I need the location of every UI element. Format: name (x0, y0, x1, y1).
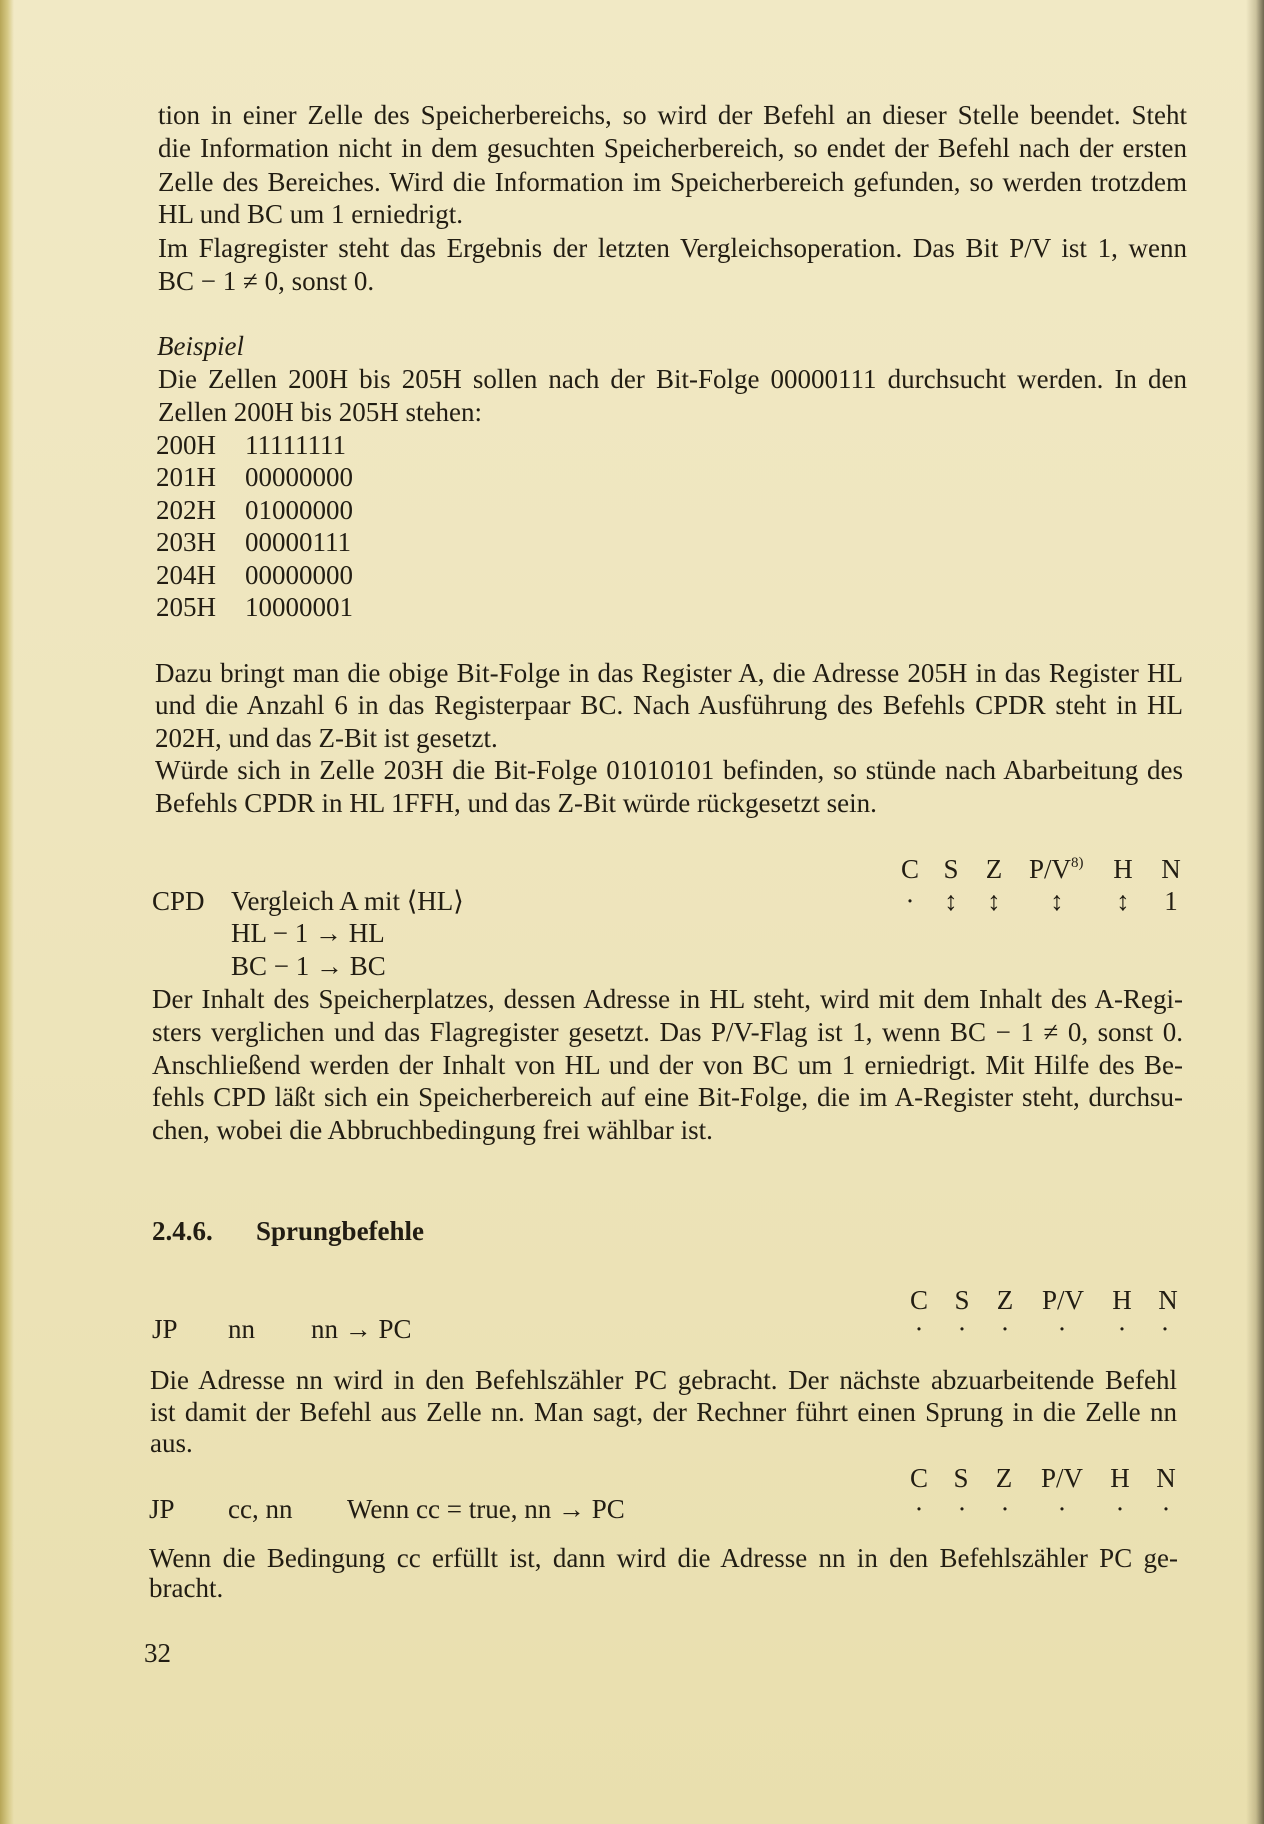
flag-value-h: ↕ (1116, 886, 1130, 916)
flag-header-c: C (909, 1463, 928, 1493)
text-line: Dazu bringt man die obige Bit-Folge in das Register A, die Adresse 205H in das Register HL (155, 658, 1183, 688)
text-line: Anschließend werden der Inhalt von HL und der von BC um 1 erniedrigt. Mit Hilfe des Be- (152, 1050, 1183, 1080)
flag-value-c: · (905, 886, 915, 916)
text-line: Zelle des Bereiches. Wird die Information im Speicherbereich gefunden, so werden trotzdem (158, 167, 1187, 197)
memory-value: 00000000 (245, 560, 353, 590)
memory-value: 11111111 (245, 430, 346, 460)
flag-header-pv: P/V (1041, 1285, 1085, 1315)
memory-value: 00000000 (245, 462, 353, 492)
section-title: Sprungbefehle (256, 1216, 425, 1246)
text-line: Die Adresse nn wird in den Befehlszähler PC gebracht. Der nächste abzuarbeitende Befehl (150, 1365, 1177, 1395)
flag-header-c: C (900, 854, 919, 884)
flag-value-z: · (1000, 1494, 1010, 1524)
flag-header-pv: P/V (1040, 1463, 1084, 1493)
flag-header-s: S (943, 854, 959, 884)
text-line: Im Flagregister steht das Ergebnis der letzten Vergleichsoperation. Das Bit P/V ist 1, wenn (158, 233, 1187, 263)
text-line: Wenn die Bedingung cc erfüllt ist, dann wird die Adresse nn in den Befehlszähler PC ge- (149, 1543, 1178, 1573)
text-line: Würde sich in Zelle 203H die Bit-Folge 01010101 befinden, so stünde nach Abarbeitung des (155, 755, 1183, 785)
instruction-step: BC − 1 → BC (231, 951, 386, 981)
flag-value-s: · (957, 1314, 967, 1344)
flag-header-n: N (1161, 854, 1181, 884)
flag-header-z: Z (985, 854, 1003, 884)
text-line: Zellen 200H bis 205H stehen: (158, 397, 482, 427)
flag-value-s: · (957, 1494, 967, 1524)
section-number: 2.4.6. (152, 1216, 213, 1246)
flag-value-n: 1 (1164, 886, 1178, 916)
text-line: HL und BC um 1 erniedrigt. (158, 199, 463, 229)
page-edge-shadow (1246, 0, 1264, 1824)
flag-value-c: · (914, 1494, 924, 1524)
flag-header-h: H (1113, 854, 1133, 884)
memory-address: 200H (156, 430, 216, 460)
text-line: Befehls CPDR in HL 1FFH, und das Z-Bit würde rückgesetzt sein. (155, 788, 877, 818)
text-line: Der Inhalt des Speicherplatzes, dessen Adresse in HL steht, wird mit dem Inhalt des A-Regi- (152, 984, 1183, 1014)
flag-header-pv (1029, 853, 1084, 885)
flag-value-n: · (1161, 1494, 1171, 1524)
text-line: und die Anzahl 6 in das Registerpaar BC. Nach Ausführung des Befehls CPDR steht in HL (155, 690, 1183, 720)
text-line: Die Zellen 200H bis 205H sollen nach der Bit-Folge 00000111 durchsucht werden. In den (158, 364, 1187, 394)
flag-value-pv: · (1057, 1494, 1067, 1524)
text-line: die Information nicht in dem gesuchten Speicherbereich, so endet der Befehl nach der ersten (158, 133, 1187, 163)
flag-header-s: S (954, 1285, 970, 1315)
text-line: chen, wobei die Abbruchbedingung frei wählbar ist. (152, 1115, 713, 1145)
flag-value-pv: · (1057, 1314, 1067, 1344)
instruction-operation: Wenn cc = true, nn → PC (347, 1494, 625, 1524)
flag-value-n: · (1160, 1314, 1170, 1344)
memory-address: 205H (156, 592, 216, 622)
flag-value-h: · (1117, 1314, 1127, 1344)
instruction-operation: Vergleich A mit ⟨HL⟩ (231, 886, 464, 916)
flag-value-h: · (1115, 1494, 1125, 1524)
page-binding-edge (0, 0, 14, 1824)
instruction-mnemonic: CPD (152, 886, 205, 916)
flag-header-h: H (1110, 1463, 1130, 1493)
text-line: sters verglichen und das Flagregister gesetzt. Das P/V-Flag ist 1, wenn BC − 1 ≠ 0, sonst 0. (152, 1017, 1183, 1047)
flag-header-z: Z (995, 1463, 1013, 1493)
text-line: fehls CPD läßt sich ein Speicherbereich auf eine Bit-Folge, die im A-Register steht, durchsu- (152, 1082, 1183, 1112)
flag-value-pv: ↕ (1050, 886, 1064, 916)
memory-address: 202H (156, 495, 216, 525)
memory-value: 01000000 (245, 495, 353, 525)
flag-value-s: ↕ (944, 886, 958, 916)
instruction-mnemonic: JP (149, 1494, 175, 1524)
page-number: 32 (144, 1638, 171, 1668)
flag-value-z: · (1000, 1314, 1010, 1344)
instruction-operand: cc, nn (228, 1494, 293, 1524)
memory-value: 00000111 (245, 527, 351, 557)
flag-header-c: C (909, 1285, 928, 1315)
flag-header-pv-label: P/V (1029, 854, 1072, 884)
flag-header-n: N (1158, 1285, 1178, 1315)
text-line: 202H, und das Z-Bit ist gesetzt. (155, 723, 498, 753)
instruction-mnemonic: JP (152, 1314, 178, 1344)
text-line: ist damit der Befehl aus Zelle nn. Man sagt, der Rechner führt einen Sprung in die Zelle nn (150, 1397, 1177, 1427)
memory-value: 10000001 (245, 592, 353, 622)
instruction-operation: nn → PC (311, 1314, 412, 1344)
text-line: tion in einer Zelle des Speicherbereichs, so wird der Befehl an dieser Stelle beendet. Steht (158, 100, 1187, 130)
text-line: BC − 1 ≠ 0, sonst 0. (158, 266, 375, 296)
flag-value-z: ↕ (987, 886, 1001, 916)
flag-value-c: · (914, 1314, 924, 1344)
memory-address: 204H (156, 560, 216, 590)
flag-header-z: Z (996, 1285, 1014, 1315)
text-line: aus. (150, 1428, 193, 1458)
flag-header-n: N (1156, 1463, 1176, 1493)
text-line: bracht. (149, 1573, 224, 1603)
instruction-operand: nn (228, 1314, 255, 1344)
footnote-marker: 8) (1071, 855, 1084, 871)
example-heading: Beispiel (157, 331, 244, 361)
flag-header-s: S (953, 1463, 969, 1493)
memory-address: 203H (156, 527, 216, 557)
flag-header-h: H (1112, 1285, 1132, 1315)
instruction-step: HL − 1 → HL (231, 918, 385, 948)
memory-address: 201H (156, 462, 216, 492)
